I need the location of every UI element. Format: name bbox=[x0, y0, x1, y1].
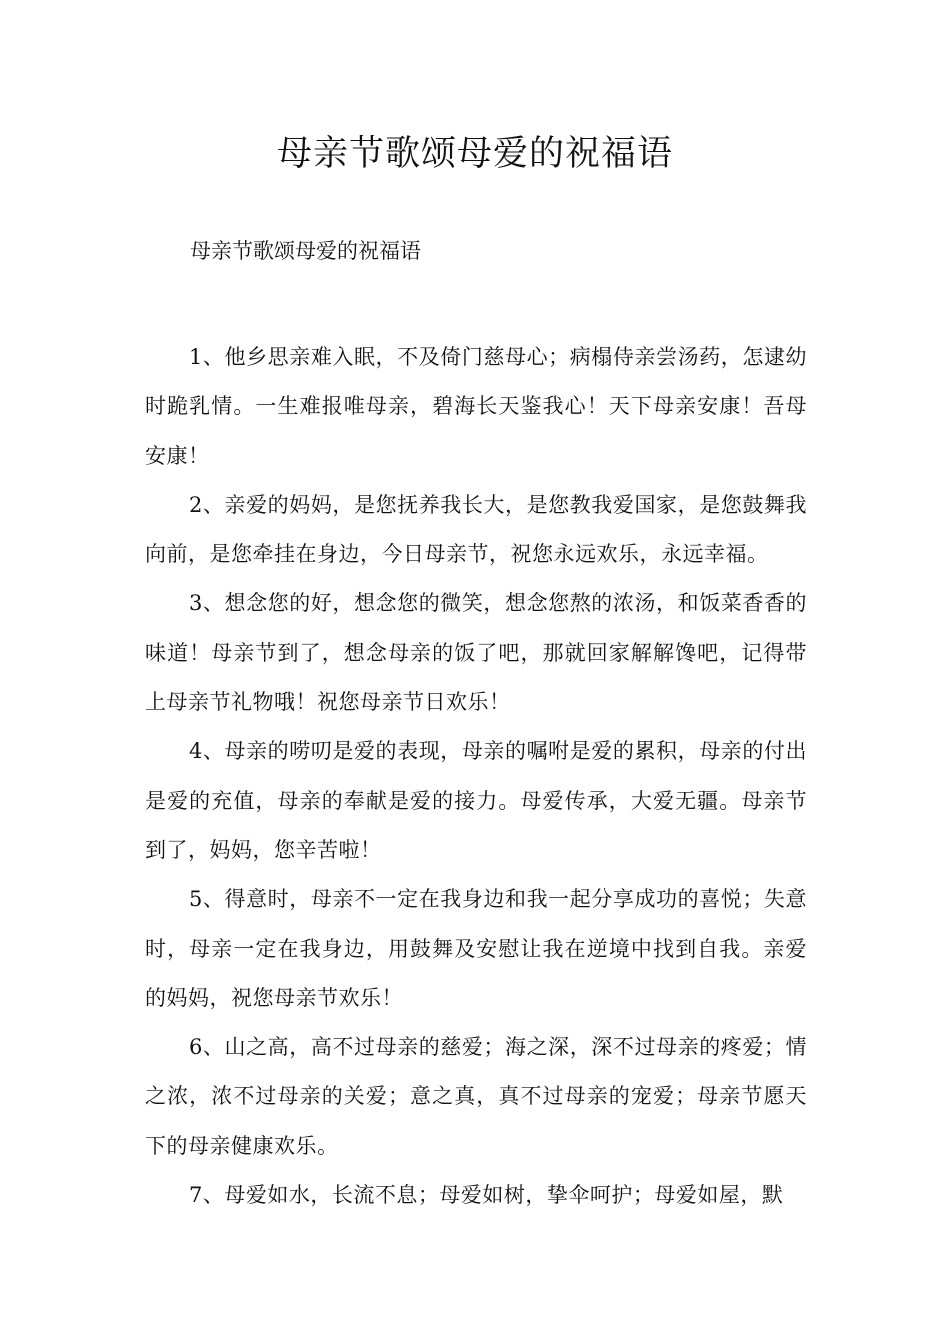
document-title: 母亲节歌颂母爱的祝福语 bbox=[276, 134, 673, 174]
paragraph-1: 1、他乡思亲难入眠，不及倚门慈母心；病榻侍亲尝汤药，怎逮幼时跪乳情。一生难报唯母亲，碧海长天鉴我心！天下母亲安康！吾母安康！ bbox=[145, 345, 807, 468]
paragraph-6: 6、山之高，高不过母亲的慈爱；海之深，深不过母亲的疼爱；情之浓，浓不过母亲的关爱；意之真，真不过母亲的宠爱；母亲节愿天下的母亲健康欢乐。 bbox=[145, 1035, 807, 1158]
paragraph-7: 7、母爱如水，长流不息；母爱如树，挚伞呵护；母爱如屋，默 bbox=[189, 1183, 784, 1208]
paragraph-2: 2、亲爱的妈妈，是您抚养我长大，是您教我爱国家，是您鼓舞我向前，是您牵挂在身边，今日母亲节，祝您永远欢乐，永远幸福。 bbox=[145, 492, 807, 567]
paragraph-5: 5、得意时，母亲不一定在我身边和我一起分享成功的喜悦；失意时，母亲一定在我身边，用鼓舞及安慰让我在逆境中找到自我。亲爱的妈妈，祝您母亲节欢乐！ bbox=[145, 887, 807, 1010]
paragraph-4: 4、母亲的唠叨是爱的表现，母亲的嘱咐是爱的累积，母亲的付出是爱的充值，母亲的奉献是爱的接力。母爱传承，大爱无疆。母亲节到了，妈妈，您辛苦啦！ bbox=[145, 739, 807, 862]
paragraph-3: 3、想念您的好，想念您的微笑，想念您熬的浓汤，和饭菜香香的味道！母亲节到了，想念母亲的饭了吧，那就回家解解馋吧，记得带上母亲节礼物哦！祝您母亲节日欢乐！ bbox=[145, 591, 807, 715]
document-subtitle: 母亲节歌颂母爱的祝福语 bbox=[190, 239, 421, 263]
document-body bbox=[145, 333, 807, 1220]
